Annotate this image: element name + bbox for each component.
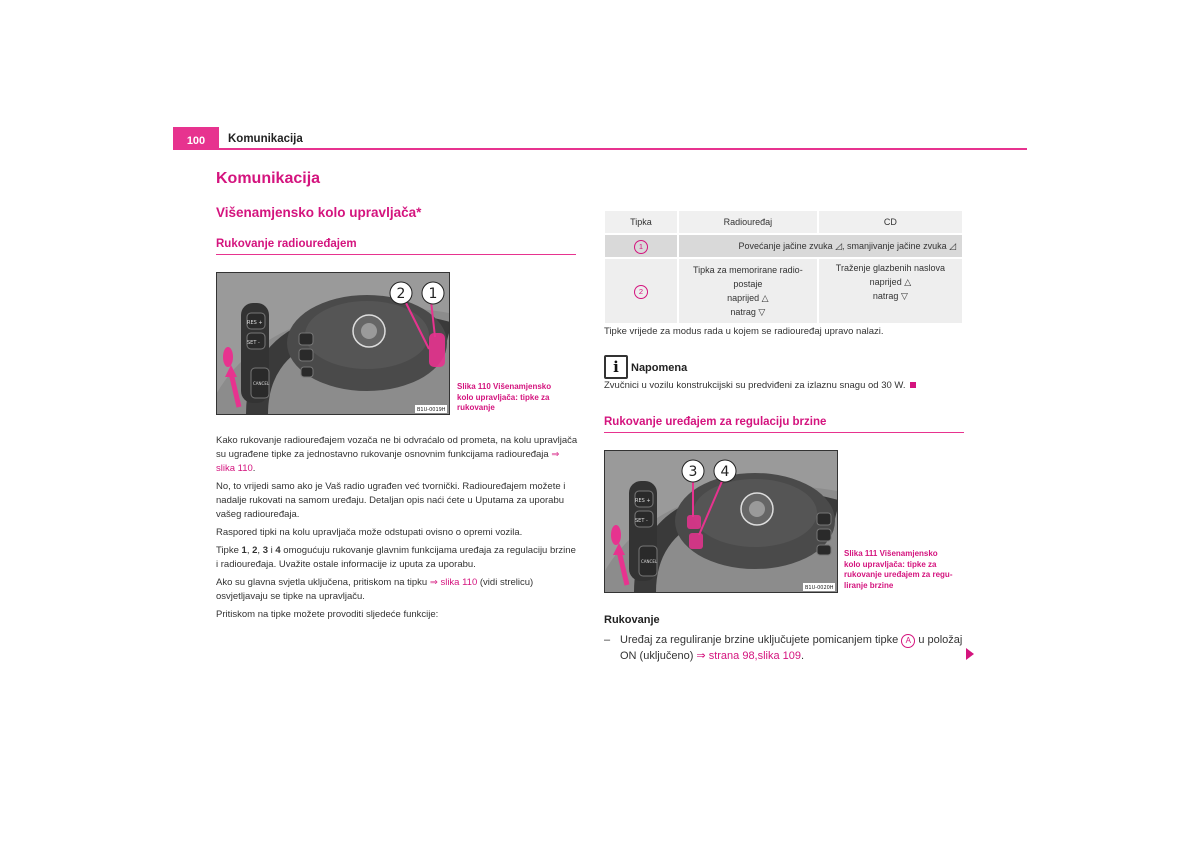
paragraph: Ako su glavna svjetla uključena, pritiskom na tipku ⇒ slika 110 (vidi strelicu) osvjetljavaju se tipke na upravljaču. xyxy=(216,577,534,602)
caption-line: Slika 110 Višenamjensko xyxy=(457,382,552,391)
callout-1: 1 xyxy=(428,286,438,302)
caption-line: Slika 111 Višenamjensko xyxy=(844,549,938,558)
end-mark xyxy=(910,382,916,388)
subheading-operation: Rukovanje xyxy=(604,614,660,626)
figure-link[interactable]: ⇒ slika 110 xyxy=(429,577,478,588)
figure-110 xyxy=(216,272,450,415)
table-note: Tipke vrijede za modus rada u kojem se radiouređaj upravo nalazi. xyxy=(604,326,884,337)
note-text: Zvučnici u vozilu konstrukcijski su predviđeni za izlaznu snagu od 30 W. xyxy=(604,379,966,393)
heading-radio-operation: Rukovanje radiouređajem xyxy=(216,238,357,250)
table-header-cell: Tipka xyxy=(604,210,678,234)
caption-line: rukovanje uređajem za regu- xyxy=(844,570,953,579)
svg-text:SET -: SET - xyxy=(247,340,260,346)
figure-link[interactable]: ⇒ slika 110 xyxy=(216,449,560,474)
bullet-item: – Uređaj za reguliranje brzine uključujete pomicanjem tipke A u položaj ON (uključeno) ⇒ strana 98,slika 109. xyxy=(604,634,963,662)
heading-rule xyxy=(216,254,576,255)
callout-3: 3 xyxy=(688,464,698,480)
figure-code: B1U-0020H xyxy=(805,585,834,591)
figure-111 xyxy=(604,450,838,593)
steering-wheel-illustration xyxy=(217,273,449,414)
key-1-badge: 1 xyxy=(634,240,648,254)
table-row xyxy=(604,234,963,258)
caption-line: liranje brzine xyxy=(844,580,894,590)
svg-text:SET -: SET - xyxy=(635,518,648,524)
paragraph: Kako rukovanje radiouređajem vozača ne bi odvraćalo od prometa, na kolu upravljača su ugrađene tipke za jednostavno rukovanje osnovnim funkcijama radiouređaja ⇒ slika 110. xyxy=(216,435,578,474)
left-body-text xyxy=(216,434,578,626)
next-page-arrow-icon xyxy=(966,648,974,660)
note-title: Napomena xyxy=(631,362,688,374)
paragraph: Tipke 1, 2, 3 i 4 omogućuju rukovanje glavnim funkcijama uređaja za regulaciju brzine i radiouređaja. Uvažite ostale informacije iz uputa za uporabu. xyxy=(216,545,576,570)
steering-wheel-illustration xyxy=(605,451,837,592)
figure-111-caption xyxy=(844,549,968,591)
callout-4: 4 xyxy=(720,464,730,480)
table-row xyxy=(604,258,963,324)
table-header-cell: CD xyxy=(818,210,963,234)
section-title: Komunikacija xyxy=(216,170,321,187)
table-cell xyxy=(604,234,678,258)
subsection-title: Višenamjensko kolo upravljača* xyxy=(216,205,422,220)
key-2-badge: 2 xyxy=(634,285,648,299)
table-cell: Traženje glazbenih naslova naprijed △ natrag ▽ xyxy=(818,258,963,324)
table-cell: Tipka za memorirane radio- postaje naprijed △ natrag ▽ xyxy=(678,258,818,324)
heading-cruise-control: Rukovanje uređajem za regulaciju brzine xyxy=(604,416,827,428)
svg-text:RES +: RES + xyxy=(635,498,651,504)
caption-line: kolo upravljača: tipke za xyxy=(457,392,550,402)
heading-rule xyxy=(604,432,964,433)
running-header-title: Komunikacija xyxy=(228,133,303,145)
key-a-badge: A xyxy=(901,634,915,648)
paragraph: Pritiskom na tipke možete provoditi sljedeće funkcije: xyxy=(216,609,439,620)
table-header-row xyxy=(604,210,963,234)
figure-110-caption xyxy=(457,382,577,414)
page-number: 100 xyxy=(186,135,206,147)
table-cell xyxy=(604,258,678,324)
bullet-dash: – xyxy=(604,634,611,646)
table-header-cell: Radiouređaj xyxy=(678,210,818,234)
info-icon: i xyxy=(604,355,628,379)
caption-line: kolo upravljača: tipke za xyxy=(844,559,937,569)
svg-text:CANCEL: CANCEL xyxy=(641,559,658,564)
table-cell: Povećanje jačine zvuka ◿, smanjivanje jačine zvuka ◿ xyxy=(678,234,963,258)
functions-table xyxy=(603,209,964,325)
page-link[interactable]: ⇒ strana 98,slika 109 xyxy=(696,650,802,662)
svg-text:CANCEL: CANCEL xyxy=(253,381,270,386)
callout-2: 2 xyxy=(396,286,406,302)
page-number-box xyxy=(173,127,219,149)
svg-text:RES +: RES + xyxy=(247,320,263,326)
caption-line: rukovanje xyxy=(457,403,495,412)
paragraph: No, to vrijedi samo ako je Vaš radio ugrađen već tvornički. Radiouređajem možete i nadalje rukovati na samom uređaju. Detaljan opis naći ćete u Uputama za uporabu vašeg radiouređaja. xyxy=(216,481,566,520)
header-rule xyxy=(173,148,1027,150)
paragraph: Raspored tipki na kolu upravljača može odstupati ovisno o opremi vozila. xyxy=(216,527,523,538)
figure-code: B1U-0019H xyxy=(417,407,446,413)
